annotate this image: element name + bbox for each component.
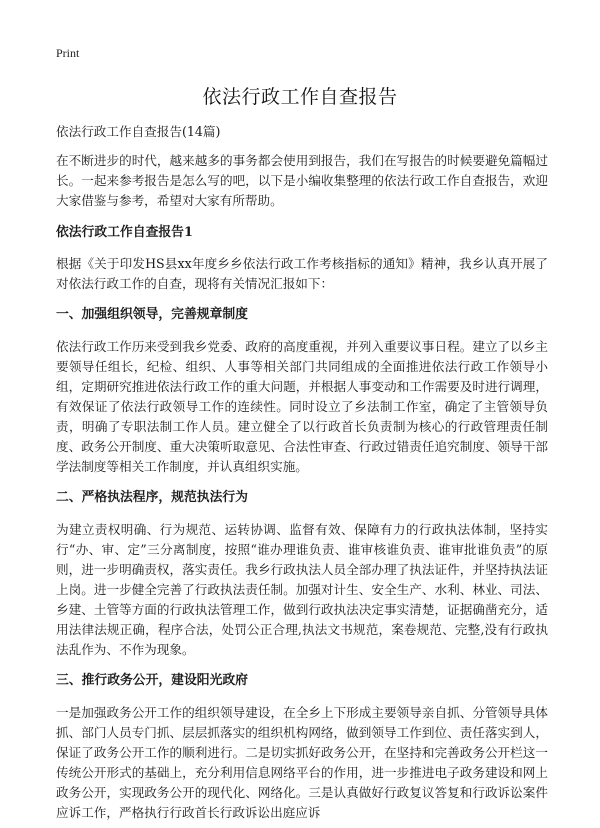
document-body — [56, 122, 548, 828]
section-body-2: 为建立责权明确、行为规范、运转协调、监督有效、保障有力的行政执法体制，坚持实行“办、审、定”三分离制度，按照“谁办理谁负责、谁审核谁负责、谁审批谁负责”的原则，进一步明确责权，落实责任。我乡行政执法人员全部办理了执法证件，并坚持执法证上岗。进一步健全完善了行政执法责任制。加强对计生、安全生产、水利、林业、司法、乡建、土管等方面的行政执法管理工作，做到行政执法决定事实清楚，证据确凿充分，适用法律法规正确，程序合法，处罚公正合理,执法文书规范，案卷规范、完整,没有行政执法乱作为、不作为现象。 — [56, 522, 548, 657]
document-subtitle: 依法行政工作自查报告(14篇) — [56, 124, 221, 139]
print-link[interactable]: Print — [56, 46, 80, 60]
intro-paragraph: 在不断进步的时代，越来越多的事务都会使用到报告，我们在写报告的时候要避免篇幅过长。一起来参考报告是怎么写的吧，以下是小编收集整理的依法行政工作自查报告，欢迎大家借鉴与参考，希望对大家有所帮助。 — [56, 153, 548, 208]
section-body-1: 依法行政工作历来受到我乡党委、政府的高度重视，并列入重要议事日程。建立了以乡主要领导任组长，纪检、组织、人事等相关部门共同组成的全面推进依法行政工作领导小组，定期研究推进依法行政工作的重大问题，并根据人事变动和工作需要及时进行调理，有效保证了依法行政领导工作的连续性。同时设立了乡法制工作室，确定了主管领导负责，明确了专职法制工作人员。建立健全了以行政首长负责制为核心的行政管理责任制度、政务公开制度、重大决策听取意见、合法性审查、行政过错责任追究制度、领导干部学法制度等相关工作制度，并认真组织实施。 — [56, 339, 548, 474]
document-title: 依法行政工作自查报告 — [202, 86, 398, 108]
section-heading-3: 三、推行政务公开，建设阳光政府 — [56, 673, 248, 688]
section-body-3: 一是加强政务公开工作的组织领导建设，在全乡上下形成主要领导亲自抓、分管领导具体抓、部门人员专门抓、层层抓落实的组织机构网络，做到领导工作到位、责任落实到人，保证了政务公开工作的顺利进行。二是切实抓好政务公开，在坚持和完善政务公开栏这一传统公开形式的基础上，充分利用信息网络平台的作用，进一步推进电子政务建设和网上政务公开，实现政务公开的现代化、网络化。三是认真做好行政复议答复和行政诉讼案件应诉工作，严格执行行政首长行政诉讼出庭应诉 — [56, 705, 548, 820]
report-paragraph: 根据《关于印发HS县xx年度乡乡依法行政工作考核指标的通知》精神，我乡认真开展了对依法行政工作的自查，现将有关情况汇报如下： — [56, 256, 548, 291]
report-heading: 依法行政工作自查报告1 — [56, 225, 193, 240]
section-heading-2: 二、严格执法程序，规范执法行为 — [56, 490, 248, 505]
section-heading-1: 一、加强组织领导，完善规章制度 — [56, 307, 248, 322]
